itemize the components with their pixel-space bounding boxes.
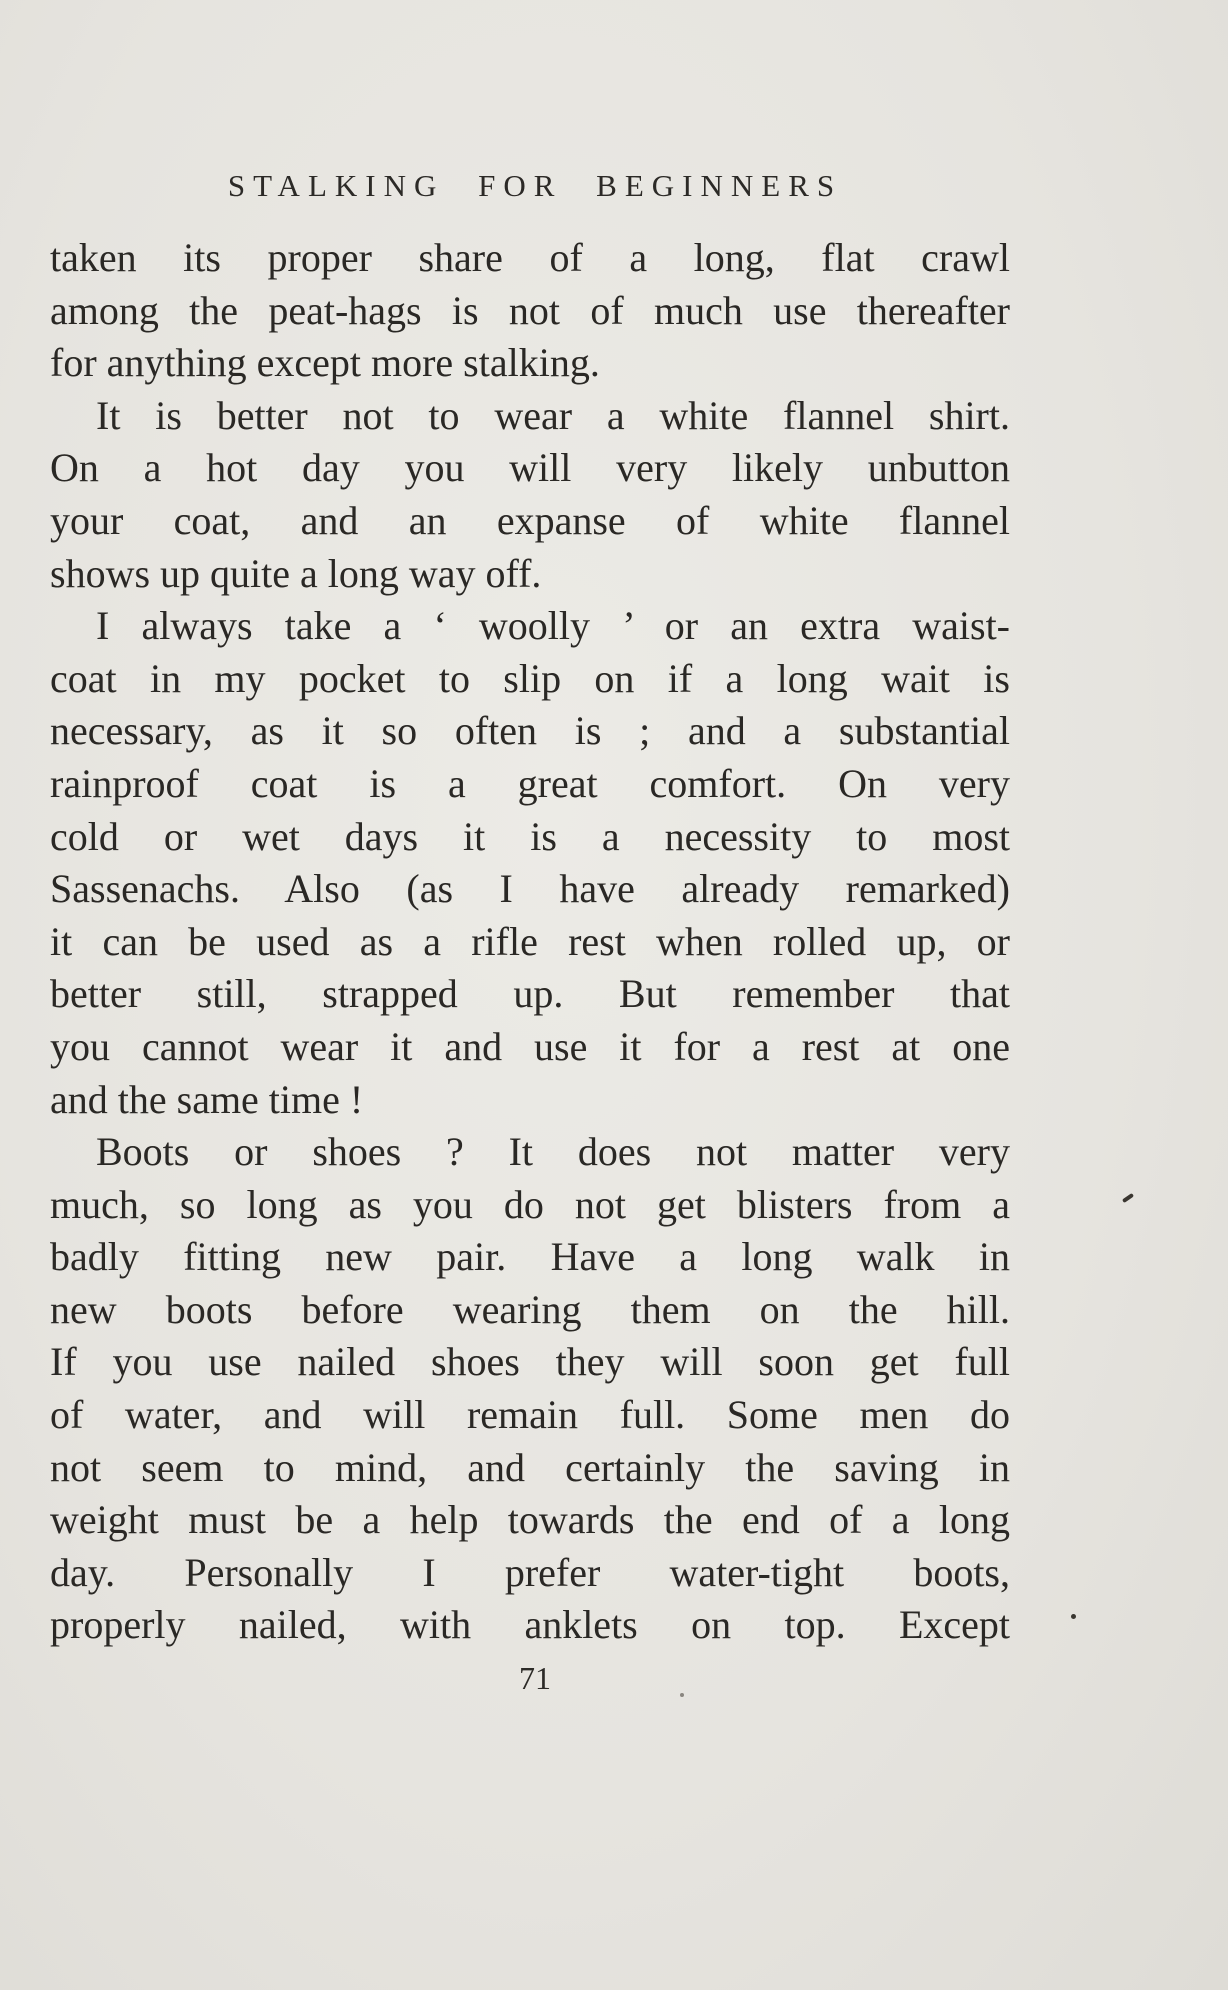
- text-line: it can be used as a rifle rest when rolled up, or: [50, 918, 1010, 964]
- text-line: properly nailed, with anklets on top. Except: [50, 1602, 1010, 1648]
- text-line: Boots or shoes ? It does not matter very: [96, 1129, 1010, 1175]
- text-line: taken its proper share of a long, flat crawl: [50, 235, 1010, 280]
- page-number: 71: [519, 1660, 551, 1696]
- text-line: better still, strapped up. But remember that: [50, 971, 1010, 1017]
- text-line: day. Personally I prefer water-tight boots,: [50, 1549, 1010, 1595]
- text-line: for anything except more stalking.: [50, 340, 600, 386]
- text-line: Sassenachs. Also (as I have already remarked): [50, 866, 1010, 912]
- text-line: badly fitting new pair. Have a long walk in: [50, 1234, 1010, 1280]
- ink-speck: [1071, 1614, 1076, 1619]
- running-head: STALKING FOR BEGINNERS: [227, 168, 843, 203]
- text-line: It is better not to wear a white flannel shirt.: [96, 392, 1010, 438]
- text-line: shows up quite a long way off.: [50, 550, 542, 596]
- text-line: weight must be a help towards the end of a long: [50, 1497, 1010, 1543]
- text-line: not seem to mind, and certainly the saving in: [50, 1444, 1010, 1490]
- text-line: much, so long as you do not get blisters from a: [50, 1181, 1010, 1227]
- text-line: necessary, as it so often is ; and a substantial: [50, 708, 1010, 754]
- ink-speck: [680, 1693, 684, 1697]
- text-line: rainproof coat is a great comfort. On very: [50, 760, 1010, 806]
- text-line: If you use nailed shoes they will soon get full: [50, 1339, 1010, 1385]
- text-line: your coat, and an expanse of white flannel: [50, 497, 1010, 543]
- text-line: On a hot day you will very likely unbutton: [50, 445, 1010, 491]
- text-line: you cannot wear it and use it for a rest at one: [50, 1023, 1010, 1069]
- ink-speck: [1122, 1193, 1134, 1203]
- body-text: [50, 232, 1010, 1652]
- text-line: cold or wet days it is a necessity to most: [50, 813, 1010, 859]
- text-line: among the peat-hags is not of much use thereafter: [50, 287, 1010, 333]
- text-line: new boots before wearing them on the hill.: [50, 1286, 1010, 1332]
- text-line: I always take a ‘ woolly ’ or an extra waist-: [96, 603, 1010, 649]
- text-line: and the same time !: [50, 1076, 364, 1122]
- text-line: of water, and will remain full. Some men do: [50, 1392, 1010, 1438]
- text-line: coat in my pocket to slip on if a long wait is: [50, 655, 1010, 701]
